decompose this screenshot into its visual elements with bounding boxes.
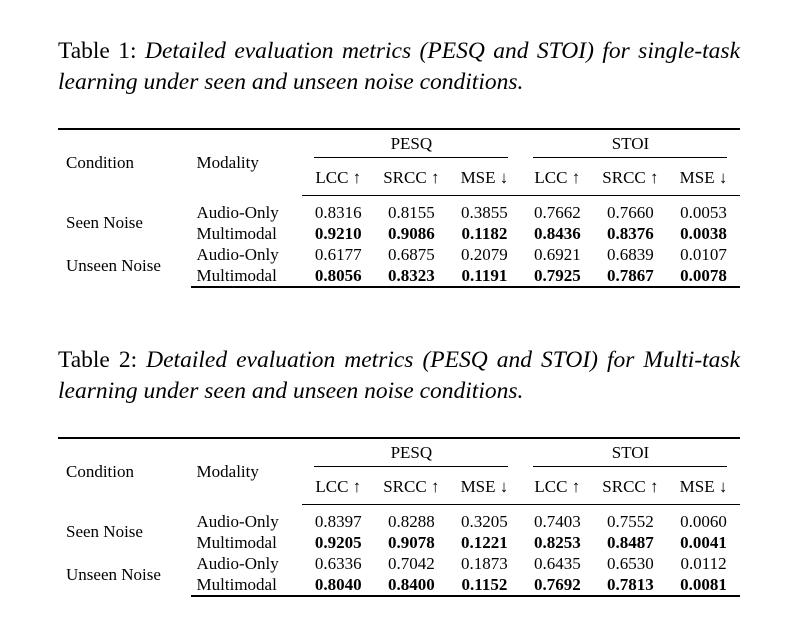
table-2	[58, 437, 740, 597]
table-1-label: Table 1:	[58, 38, 137, 64]
value-cell: 0.1182	[461, 224, 508, 243]
value-cell: 0.9086	[387, 224, 435, 243]
value-cell: 0.8397	[314, 512, 362, 531]
value-cell: 0.8253	[533, 533, 581, 552]
value-cell: 0.0038	[680, 224, 727, 243]
condition-cell: Unseen Noise	[66, 255, 161, 275]
value-cell: 0.7692	[521, 574, 594, 596]
value-cell: 0.6177	[314, 245, 362, 264]
table-2-caption	[58, 345, 740, 407]
value-cell: 0.6839	[607, 245, 654, 264]
value-cell: 0.0078	[667, 265, 740, 287]
value-cell: 0.9078	[387, 533, 435, 552]
header-condition: Condition	[58, 438, 191, 505]
value-cell: 0.9210	[314, 224, 362, 243]
value-cell: 0.8155	[387, 203, 435, 222]
modality-cell: Audio-Only	[196, 203, 279, 222]
header-metric: MSE ↓	[448, 470, 521, 505]
value-cell: 0.7403	[533, 512, 581, 531]
value-cell: 0.6336	[314, 554, 362, 573]
header-modality: Modality	[191, 438, 302, 505]
header-metric: MSE ↓	[448, 161, 521, 196]
value-cell: 0.0112	[680, 554, 727, 573]
value-cell: 0.8323	[375, 265, 448, 287]
condition-cell: Seen Noise	[66, 213, 143, 232]
header-group-stoi: STOI	[521, 129, 740, 161]
modality-cell: Audio-Only	[196, 554, 279, 573]
modality-cell: Multimodal	[191, 265, 302, 287]
condition-cell: Seen Noise	[66, 522, 143, 541]
header-metric: LCC ↑	[521, 161, 594, 196]
header-metric: MSE ↓	[667, 161, 740, 196]
header-group-pesq: PESQ	[302, 438, 521, 470]
value-cell: 0.6921	[533, 245, 581, 264]
value-cell: 0.0081	[667, 574, 740, 596]
header-metric: MSE ↓	[667, 470, 740, 505]
value-cell: 0.8487	[607, 533, 654, 552]
value-cell: 0.9205	[314, 533, 362, 552]
value-cell: 0.3855	[461, 203, 508, 222]
value-cell: 0.8400	[375, 574, 448, 596]
value-cell: 0.0060	[680, 512, 727, 531]
header-group-stoi: STOI	[521, 438, 740, 470]
header-metric: SRCC ↑	[594, 470, 667, 505]
table-row	[58, 202, 740, 223]
value-cell: 0.7552	[607, 512, 654, 531]
value-cell: 0.7813	[594, 574, 667, 596]
header-metric: SRCC ↑	[594, 161, 667, 196]
modality-cell: Multimodal	[196, 224, 277, 243]
header-metric: SRCC ↑	[375, 470, 448, 505]
modality-cell: Audio-Only	[196, 512, 279, 531]
header-metric: SRCC ↑	[375, 161, 448, 196]
table-1-caption-text: Detailed evaluation metrics (PESQ and STOI) for single-task learning under seen and unseen noise conditions.	[58, 38, 740, 95]
value-cell: 0.8056	[302, 265, 375, 287]
header-condition: Condition	[58, 129, 191, 196]
value-cell: 0.2079	[461, 245, 508, 264]
value-cell: 0.8436	[533, 224, 581, 243]
value-cell: 0.0053	[680, 203, 727, 222]
table-row	[58, 244, 740, 265]
header-metric: LCC ↑	[521, 470, 594, 505]
table-1-caption	[58, 36, 740, 98]
value-cell: 0.1191	[448, 265, 521, 287]
value-cell: 0.1221	[461, 533, 508, 552]
table-2-caption-text: Detailed evaluation metrics (PESQ and STOI) for Multi-task learning under seen and unseen noise conditions.	[58, 347, 741, 404]
header-metric: LCC ↑	[302, 161, 375, 196]
value-cell: 0.8288	[387, 512, 435, 531]
value-cell: 0.8040	[302, 574, 375, 596]
value-cell: 0.6875	[387, 245, 435, 264]
modality-cell: Multimodal	[196, 533, 277, 552]
value-cell: 0.8376	[607, 224, 654, 243]
condition-cell: Unseen Noise	[66, 564, 161, 584]
value-cell: 0.7042	[387, 554, 435, 573]
table-row	[58, 553, 740, 574]
value-cell: 0.3205	[461, 512, 508, 531]
value-cell: 0.1152	[448, 574, 521, 596]
table-1	[58, 128, 740, 288]
value-cell: 0.0041	[680, 533, 727, 552]
value-cell: 0.1873	[461, 554, 508, 573]
value-cell: 0.7925	[521, 265, 594, 287]
table-2-label: Table 2:	[58, 347, 138, 373]
table-row	[58, 511, 740, 532]
value-cell: 0.6435	[533, 554, 581, 573]
header-metric: LCC ↑	[302, 470, 375, 505]
value-cell: 0.7662	[533, 203, 581, 222]
value-cell: 0.6530	[607, 554, 654, 573]
header-group-pesq: PESQ	[302, 129, 521, 161]
value-cell: 0.7660	[607, 203, 654, 222]
value-cell: 0.0107	[680, 245, 727, 264]
modality-cell: Multimodal	[191, 574, 302, 596]
header-modality: Modality	[191, 129, 302, 196]
value-cell: 0.8316	[314, 203, 362, 222]
value-cell: 0.7867	[594, 265, 667, 287]
modality-cell: Audio-Only	[196, 245, 279, 264]
